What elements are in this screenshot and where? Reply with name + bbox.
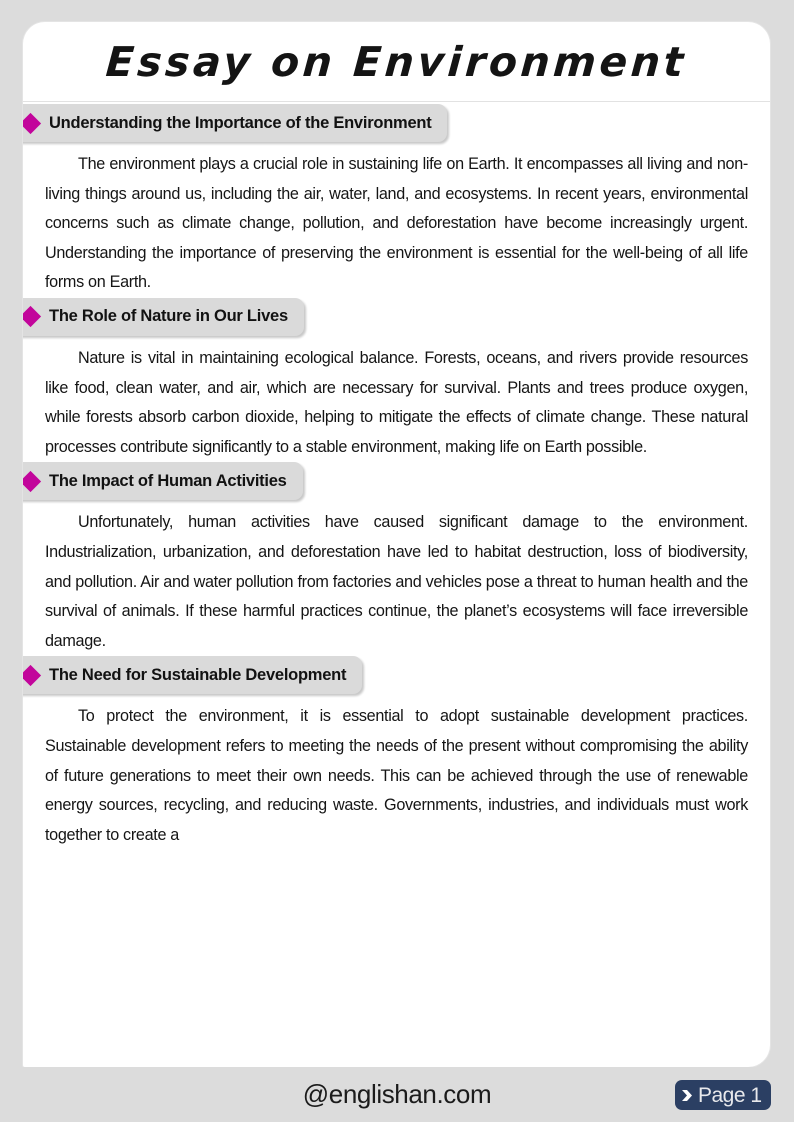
section-heading-row	[23, 462, 770, 500]
site-credit: @englishan.com	[302, 1079, 492, 1109]
section-3	[23, 462, 770, 656]
diamond-icon	[23, 665, 41, 686]
section-1	[23, 104, 770, 298]
content-flow	[23, 104, 770, 850]
section-heading-label: The Need for Sustainable Development	[49, 665, 347, 684]
section-heading-row	[23, 104, 770, 142]
arrow-right-icon	[682, 1089, 697, 1102]
section-heading-row	[23, 656, 770, 694]
diamond-icon	[23, 112, 41, 133]
section-heading-label: The Role of Nature in Our Lives	[49, 307, 288, 326]
section-heading-tab-3[interactable]	[23, 462, 303, 500]
page-footer	[0, 1067, 794, 1122]
section-heading-row	[23, 298, 770, 336]
section-heading-label: Understanding the Importance of the Environment	[49, 113, 432, 132]
page-title: Essay on Environment	[104, 37, 689, 86]
section-paragraph: The environment plays a crucial role in sustaining life on Earth. It encompasses all living and non-living things around us, including the air, water, land, and ecosystems. In recent years, environmental concerns such as climate change, pollution, and deforestation have become increasingly urgent. Understanding the importance of preserving the environment is essential for the well-being of all life forms on Earth.	[45, 155, 748, 292]
page-number-label: Page 1	[698, 1083, 762, 1107]
section-heading-label: The Impact of Human Activities	[49, 471, 287, 490]
diamond-icon	[23, 471, 41, 492]
section-2	[23, 298, 770, 462]
page-number-badge[interactable]	[675, 1080, 771, 1110]
section-heading-tab-2[interactable]	[23, 298, 304, 336]
document-card	[23, 22, 770, 1067]
section-heading-tab-4[interactable]	[23, 656, 362, 694]
diamond-icon	[23, 306, 41, 327]
title-area	[23, 22, 770, 101]
section-heading-tab-1[interactable]	[23, 104, 447, 142]
section-paragraph: Nature is vital in maintaining ecological balance. Forests, oceans, and rivers provide resources like food, clean water, and air, which are necessary for survival. Plants and trees produce oxygen, while forests absorb carbon dioxide, helping to mitigate the effects of climate change. These natural processes contribute significantly to a stable environment, making life on Earth possible.	[45, 348, 748, 456]
title-divider	[23, 101, 770, 102]
section-paragraph: To protect the environment, it is essential to adopt sustainable development practices. Sustainable development refers to meeting the needs of the present without compromising the ability of future generations to meet their own needs. This can be achieved through the use of renewable energy sources, recycling, and reducing waste. Governments, industries, and individuals must work together to create a	[45, 707, 748, 844]
section-4	[23, 656, 770, 850]
section-paragraph: Unfortunately, human activities have caused significant damage to the environment. Industrialization, urbanization, and deforestation have led to habitat destruction, loss of biodiversity, and pollution. Air and water pollution from factories and vehicles pose a threat to human health and the survival of animals. If these harmful practices continue, the planet’s ecosystems will face irreversible damage.	[45, 513, 748, 650]
